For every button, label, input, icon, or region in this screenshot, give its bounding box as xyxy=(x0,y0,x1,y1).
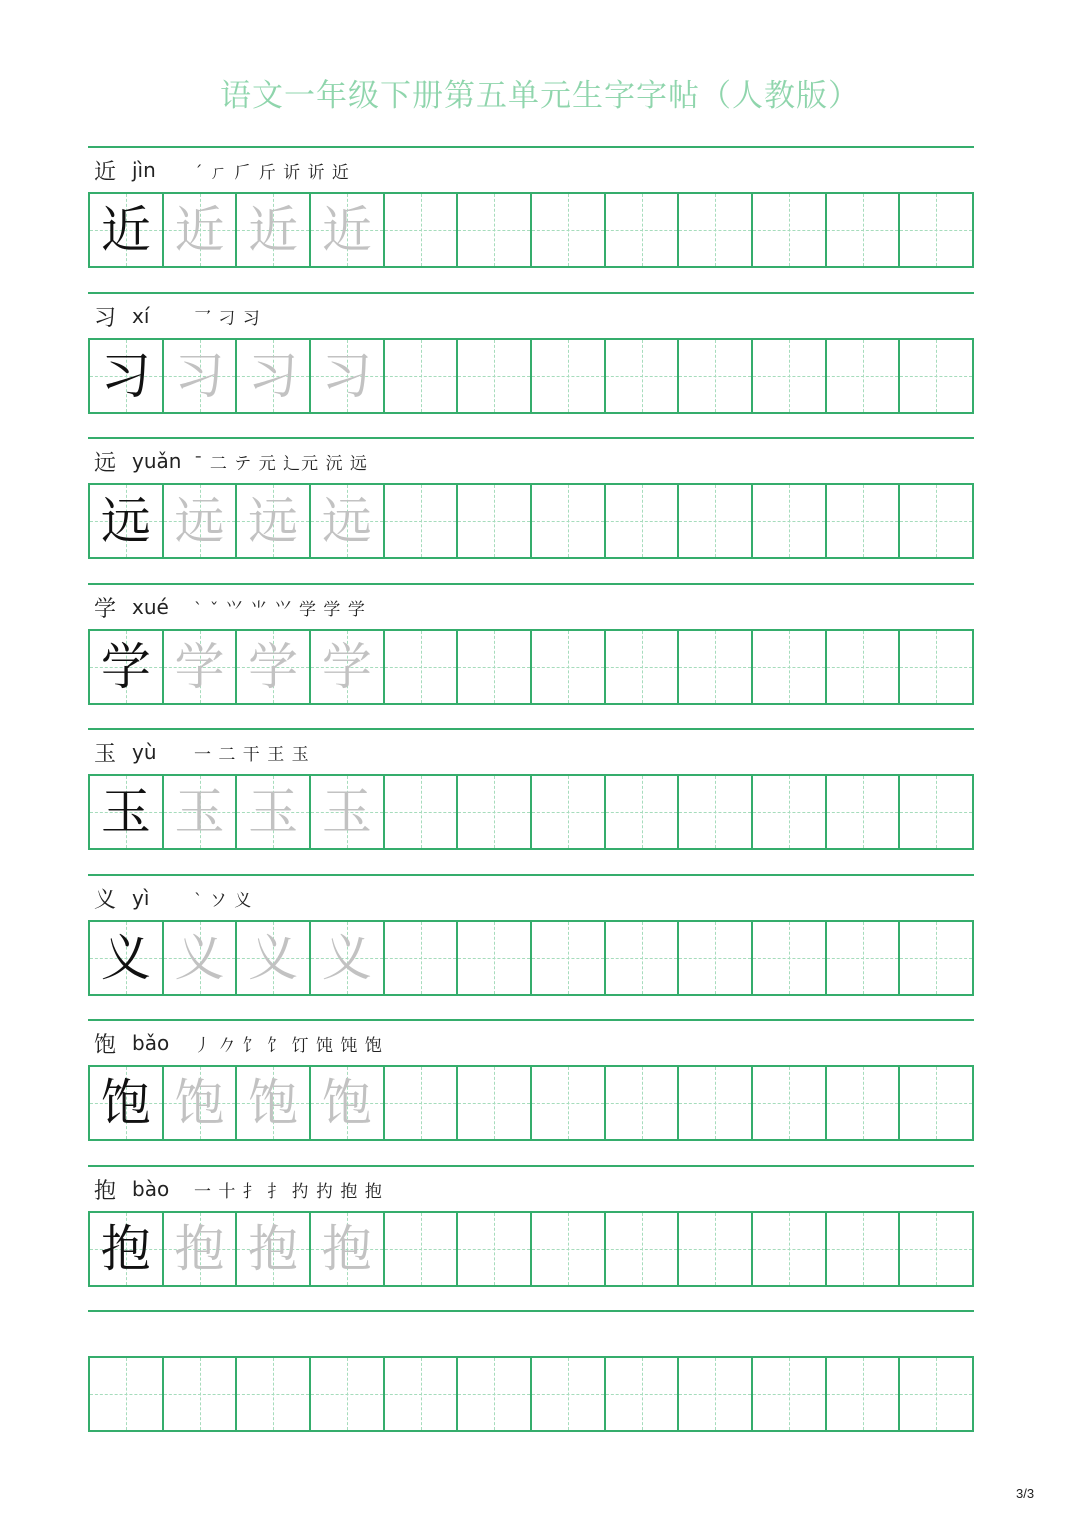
trace-cell xyxy=(164,631,238,703)
practice-grid xyxy=(88,1065,974,1141)
empty-cell[interactable] xyxy=(900,631,972,703)
trace-character: 玉 xyxy=(174,783,225,841)
model-cell xyxy=(90,776,164,848)
empty-cell[interactable] xyxy=(606,340,680,412)
empty-cell[interactable] xyxy=(827,340,901,412)
header-character: 近 xyxy=(94,159,117,185)
pinyin: yù xyxy=(132,740,157,764)
empty-cell[interactable] xyxy=(900,922,972,994)
stroke-order: ˋ ソ 义 xyxy=(194,890,253,911)
model-character: 近 xyxy=(100,201,151,259)
model-character: 习 xyxy=(100,347,151,405)
empty-cell[interactable] xyxy=(532,776,606,848)
pinyin: yuǎn xyxy=(132,449,182,473)
trace-cell xyxy=(164,340,238,412)
empty-cell[interactable] xyxy=(606,1067,680,1139)
pinyin: xué xyxy=(132,595,169,619)
trace-cell xyxy=(237,631,311,703)
trace-cell xyxy=(237,922,311,994)
empty-cell[interactable] xyxy=(385,631,459,703)
header-character: 习 xyxy=(94,305,117,331)
empty-cell[interactable] xyxy=(90,1358,164,1430)
trace-cell xyxy=(311,485,385,557)
empty-cell[interactable] xyxy=(385,194,459,266)
pinyin: yì xyxy=(132,886,150,910)
empty-cell[interactable] xyxy=(753,922,827,994)
model-cell xyxy=(90,1213,164,1285)
empty-cell[interactable] xyxy=(679,340,753,412)
model-character: 抱 xyxy=(100,1220,151,1278)
trace-character: 习 xyxy=(321,347,372,405)
row-divider xyxy=(88,1310,974,1312)
row-header xyxy=(94,734,310,770)
empty-cell[interactable] xyxy=(458,922,532,994)
trace-cell xyxy=(237,1213,311,1285)
trace-character: 抱 xyxy=(174,1220,225,1278)
practice-grid xyxy=(88,483,974,559)
empty-cell[interactable] xyxy=(237,1358,311,1430)
empty-cell[interactable] xyxy=(679,1067,753,1139)
stroke-order: 丿 𠂊 饣 饣 饤 饨 饨 饱 xyxy=(194,1035,383,1056)
stroke-order: 一 二 干 王 玉 xyxy=(194,744,310,765)
trace-character: 饱 xyxy=(174,1074,225,1132)
empty-cell[interactable] xyxy=(753,485,827,557)
empty-cell[interactable] xyxy=(900,485,972,557)
empty-cell[interactable] xyxy=(900,1213,972,1285)
empty-cell[interactable] xyxy=(385,1358,459,1430)
trace-character: 学 xyxy=(248,638,299,696)
empty-cell[interactable] xyxy=(679,776,753,848)
empty-cell[interactable] xyxy=(900,776,972,848)
empty-cell[interactable] xyxy=(458,1213,532,1285)
row-header xyxy=(94,152,350,188)
row-header xyxy=(94,298,261,334)
stroke-order: 一 十 扌 扌 扚 扚 抱 抱 xyxy=(194,1181,383,1202)
empty-cell[interactable] xyxy=(458,776,532,848)
model-character: 饱 xyxy=(100,1074,151,1132)
practice-grid xyxy=(88,920,974,996)
trace-character: 义 xyxy=(321,929,372,987)
empty-cell[interactable] xyxy=(900,1358,972,1430)
model-character: 远 xyxy=(100,492,151,550)
empty-cell[interactable] xyxy=(385,1213,459,1285)
empty-cell[interactable] xyxy=(385,776,459,848)
trace-character: 近 xyxy=(248,201,299,259)
pinyin: bào xyxy=(132,1177,170,1201)
empty-cell[interactable] xyxy=(827,1213,901,1285)
model-character: 学 xyxy=(100,638,151,696)
trace-character: 习 xyxy=(248,347,299,405)
empty-cell[interactable] xyxy=(606,1358,680,1430)
row-divider xyxy=(88,874,974,876)
trace-cell xyxy=(237,194,311,266)
trace-cell xyxy=(237,1067,311,1139)
empty-cell[interactable] xyxy=(900,340,972,412)
empty-cell[interactable] xyxy=(827,1067,901,1139)
page-number: 3/3 xyxy=(1016,1486,1035,1501)
trace-character: 玉 xyxy=(248,783,299,841)
empty-cell[interactable] xyxy=(164,1358,238,1430)
empty-cell[interactable] xyxy=(458,340,532,412)
trace-cell xyxy=(311,194,385,266)
trace-character: 义 xyxy=(248,929,299,987)
trace-character: 远 xyxy=(321,492,372,550)
trace-cell xyxy=(164,1067,238,1139)
trace-cell xyxy=(311,631,385,703)
empty-cell[interactable] xyxy=(753,631,827,703)
model-cell xyxy=(90,631,164,703)
model-cell xyxy=(90,922,164,994)
header-character: 玉 xyxy=(94,741,117,767)
empty-cell[interactable] xyxy=(532,1213,606,1285)
header-character: 学 xyxy=(94,596,117,622)
empty-cell[interactable] xyxy=(532,194,606,266)
trace-cell xyxy=(311,776,385,848)
empty-cell[interactable] xyxy=(679,631,753,703)
trace-cell xyxy=(164,922,238,994)
trace-cell xyxy=(237,485,311,557)
empty-cell[interactable] xyxy=(532,922,606,994)
practice-grid xyxy=(88,629,974,705)
empty-cell[interactable] xyxy=(385,485,459,557)
empty-cell[interactable] xyxy=(827,922,901,994)
empty-cell[interactable] xyxy=(606,1213,680,1285)
empty-cell[interactable] xyxy=(606,485,680,557)
empty-cell[interactable] xyxy=(679,485,753,557)
empty-cell[interactable] xyxy=(606,631,680,703)
empty-cell[interactable] xyxy=(679,1358,753,1430)
trace-character: 饱 xyxy=(248,1074,299,1132)
empty-cell[interactable] xyxy=(385,340,459,412)
trace-cell xyxy=(237,340,311,412)
empty-cell[interactable] xyxy=(458,1358,532,1430)
header-character: 饱 xyxy=(94,1032,117,1058)
practice-grid xyxy=(88,1211,974,1287)
empty-cell[interactable] xyxy=(311,1358,385,1430)
practice-grid xyxy=(88,1356,974,1432)
empty-cell[interactable] xyxy=(385,922,459,994)
row-header xyxy=(94,443,368,479)
trace-character: 远 xyxy=(248,492,299,550)
trace-character: 玉 xyxy=(321,783,372,841)
trace-cell xyxy=(164,776,238,848)
row-divider xyxy=(88,146,974,148)
row-header xyxy=(94,1171,383,1207)
model-cell xyxy=(90,340,164,412)
empty-cell[interactable] xyxy=(532,485,606,557)
header-character: 义 xyxy=(94,887,117,913)
empty-cell[interactable] xyxy=(753,1213,827,1285)
model-cell xyxy=(90,1067,164,1139)
empty-cell[interactable] xyxy=(900,1067,972,1139)
trace-cell xyxy=(311,1213,385,1285)
empty-cell[interactable] xyxy=(458,631,532,703)
empty-cell[interactable] xyxy=(606,194,680,266)
empty-cell[interactable] xyxy=(827,776,901,848)
header-character: 抱 xyxy=(94,1178,117,1204)
empty-cell[interactable] xyxy=(753,1358,827,1430)
empty-cell[interactable] xyxy=(827,631,901,703)
trace-character: 近 xyxy=(174,201,225,259)
trace-cell xyxy=(311,922,385,994)
empty-cell[interactable] xyxy=(679,194,753,266)
row-divider xyxy=(88,728,974,730)
row-divider xyxy=(88,583,974,585)
row-divider xyxy=(88,437,974,439)
empty-cell[interactable] xyxy=(532,631,606,703)
trace-cell xyxy=(311,340,385,412)
row-header xyxy=(94,589,366,625)
row-header xyxy=(94,880,252,916)
practice-grid xyxy=(88,192,974,268)
empty-cell[interactable] xyxy=(753,194,827,266)
trace-cell xyxy=(164,194,238,266)
row-divider xyxy=(88,292,974,294)
model-cell xyxy=(90,194,164,266)
header-character: 远 xyxy=(94,450,117,476)
trace-character: 饱 xyxy=(321,1074,372,1132)
stroke-order: ˊ ㄏ 𠂆 斤 䜣 䜣 近 xyxy=(194,162,350,183)
stroke-order: 乛 刁 习 xyxy=(194,308,261,329)
empty-cell[interactable] xyxy=(532,1067,606,1139)
trace-cell xyxy=(164,485,238,557)
empty-cell[interactable] xyxy=(385,1067,459,1139)
empty-cell[interactable] xyxy=(532,1358,606,1430)
empty-cell[interactable] xyxy=(606,776,680,848)
trace-character: 近 xyxy=(321,201,372,259)
row-divider xyxy=(88,1165,974,1167)
trace-cell xyxy=(164,1213,238,1285)
stroke-order: ˋ ˇ ⺍ ⺌ ⺍ 学 学 学 xyxy=(194,599,366,620)
stroke-order: ˉ 二 テ 元 ⻌元 沅 远 xyxy=(194,453,368,474)
trace-character: 学 xyxy=(174,638,225,696)
pinyin: bǎo xyxy=(132,1031,170,1055)
model-character: 义 xyxy=(100,929,151,987)
empty-cell[interactable] xyxy=(458,194,532,266)
practice-grid xyxy=(88,338,974,414)
practice-grid xyxy=(88,774,974,850)
empty-cell[interactable] xyxy=(827,194,901,266)
pinyin: xí xyxy=(132,304,150,328)
empty-cell[interactable] xyxy=(458,1067,532,1139)
empty-cell[interactable] xyxy=(679,1213,753,1285)
row-divider xyxy=(88,1019,974,1021)
row-header xyxy=(94,1025,383,1061)
trace-character: 义 xyxy=(174,929,225,987)
trace-character: 抱 xyxy=(321,1220,372,1278)
empty-cell[interactable] xyxy=(753,776,827,848)
empty-cell[interactable] xyxy=(900,194,972,266)
pinyin: jìn xyxy=(132,158,156,182)
page-title: 语文一年级下册第五单元生字字帖（人教版） xyxy=(220,78,860,114)
trace-character: 抱 xyxy=(248,1220,299,1278)
model-cell xyxy=(90,485,164,557)
trace-character: 远 xyxy=(174,492,225,550)
model-character: 玉 xyxy=(100,783,151,841)
empty-cell[interactable] xyxy=(827,485,901,557)
empty-cell[interactable] xyxy=(532,340,606,412)
trace-character: 习 xyxy=(174,347,225,405)
empty-cell[interactable] xyxy=(753,1067,827,1139)
empty-cell[interactable] xyxy=(679,922,753,994)
trace-cell xyxy=(311,1067,385,1139)
empty-cell[interactable] xyxy=(606,922,680,994)
trace-character: 学 xyxy=(321,638,372,696)
empty-cell[interactable] xyxy=(458,485,532,557)
trace-cell xyxy=(237,776,311,848)
empty-cell[interactable] xyxy=(827,1358,901,1430)
empty-cell[interactable] xyxy=(753,340,827,412)
